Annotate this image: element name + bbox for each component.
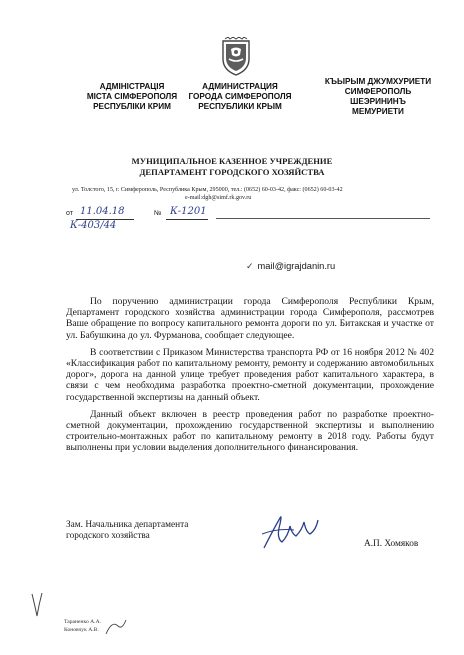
- header-center-line: ГОРОДА СИМФЕРОПОЛЯ: [188, 92, 292, 101]
- signature-position: [66, 520, 188, 542]
- header-right-line: МЕМУРИЕТИ: [352, 107, 404, 116]
- header-right-crimean-tatar: [316, 77, 440, 117]
- reference-number-underline: [166, 219, 208, 220]
- address-email: e-mail:dgh@simf.rk.gov.ru: [185, 195, 252, 201]
- institution-name: [100, 156, 364, 177]
- signature-position-line-2: городского хозяйства: [66, 531, 150, 541]
- body-paragraph-1: По поручению администрации города Симферополя Республики Крым, Департамент городского хозяйства администрации города Симферополя, рассмотрев Ваше обращение по вопросу капитального ремонта дороги по ул. Битакская и участке от ул. Бабушкина до ул. Фурманова, сообщает следующее.: [66, 296, 434, 341]
- header-center-line: АДМИНИСТРАЦИЯ: [202, 82, 278, 91]
- body-paragraph-2: В соответствии с Приказом Министерства транспорта РФ от 16 ноября 2012 № 402 «Классификация работ по капитальному ремонту, ремонту и содержанию автомобильных дорог», дорога на данной улице требует проведения работ капитального характера, в связи с чем необходима разработка проектно-сметной документации, прохождение государственной экспертизы на данный объект.: [66, 346, 434, 403]
- header-center-russian: [180, 82, 300, 112]
- executor-mark: [104, 616, 130, 638]
- reference-number-label: №: [154, 210, 162, 217]
- header-left-line: МІСТА СІМФЕРОПОЛЯ: [86, 92, 178, 101]
- address-line-1: ул. Толстого, 15, г. Симферополь, Республика Крым, 295000, тел.: (0652) 60-03-42, факс: (0652) 60-03-42: [72, 187, 343, 193]
- executor-line-2: Коновчук А.В.: [64, 627, 99, 633]
- body-paragraph-3: Данный объект включен в реестр проведения работ по разработке проектно-сметной документации, прохождению государственной экспертизы и выполнению строительно-монтажных работ по капитальному ремонту в 2018 году. Работы будут выполнены при условии выделения дополнительного финансирования.: [66, 408, 434, 454]
- margin-mark: [30, 592, 44, 618]
- header-left-line: АДМІНІСТРАЦІЯ: [99, 82, 165, 91]
- reference-from-label: от: [66, 210, 73, 217]
- recipient-email: mail@igrajdanin.ru: [257, 261, 336, 271]
- reference-separator: [216, 218, 430, 219]
- signature-position-line-1: Зам. Начальника департамента: [66, 520, 189, 530]
- executor-line-1: Тараненко А.А.: [64, 619, 102, 625]
- recipient-block: [246, 256, 335, 274]
- checkmark-icon: ✓: [246, 262, 254, 272]
- institution-line-1: МУНИЦИПАЛЬНОЕ КАЗЕННОЕ УЧРЕЖДЕНИЕ: [131, 156, 333, 166]
- reference-date: 11.04.18: [80, 206, 125, 217]
- header-center-line: РЕСПУБЛИКИ КРЫМ: [198, 102, 282, 111]
- handwritten-signature: [258, 508, 322, 552]
- header-left-ukrainian: [72, 82, 192, 112]
- letter-body: [66, 296, 434, 454]
- header-right-line: ШЕЭРИНИНЪ: [350, 97, 406, 106]
- signature-name: А.П. Хомяков: [364, 539, 419, 549]
- coat-of-arms-emblem-icon: [220, 37, 252, 77]
- reference-block: [66, 206, 426, 236]
- header-right-line: СИМФЕРОПОЛЬ: [344, 87, 412, 96]
- header-right-line: КЪЫРЫМ ДЖУМХУРИЕТИ: [324, 77, 432, 86]
- header-left-line: РЕСПУБЛІКИ КРИМ: [93, 102, 171, 111]
- reference-number: К-1201: [170, 206, 207, 217]
- reference-second-number: К-403/44: [70, 220, 117, 231]
- institution-line-2: ДЕПАРТАМЕНТ ГОРОДСКОГО ХОЗЯЙСТВА: [139, 166, 325, 177]
